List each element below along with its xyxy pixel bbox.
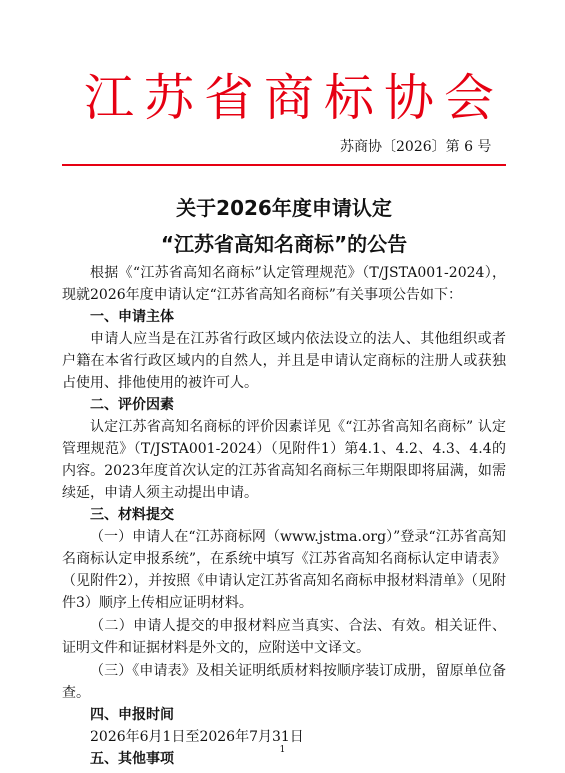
letterhead-title xyxy=(84,66,494,130)
letterhead-char: 省 xyxy=(204,69,254,127)
letterhead-char: 商 xyxy=(264,69,314,127)
letterhead-char: 标 xyxy=(324,69,374,127)
section-heading: 二、评价因素 xyxy=(90,397,174,413)
letterhead-char: 会 xyxy=(444,69,494,127)
intro-paragraph: 根据《“江苏省高知名商标”认定管理规范》（T/JSTA001-2024），现就2026年度申请认定“江苏省高知名商标”有关事项公告如下： xyxy=(62,265,506,303)
page-number: 1 xyxy=(279,745,286,755)
title-line-1: 关于2026年度申请认定 xyxy=(176,196,392,220)
document-number: 苏商协〔2026〕第 6 号 xyxy=(340,139,492,155)
document-body xyxy=(62,262,506,770)
section-paragraph: （三）《申请表》及相关证明纸质材料按顺序装订成册，留原单位备查。 xyxy=(62,663,506,701)
letterhead-char: 苏 xyxy=(144,69,194,127)
section-paragraph: 认定江苏省高知名商标的评价因素详见《“江苏省高知名商标” 认定管理规范》（T/JSTA001-2024）（见附件1）第4.1、4.2、4.3、4.4的内容。2023年度首次认定的江苏省高知名商标三年期限即将届满，如需续延，申请人须主动提出申请。 xyxy=(62,419,506,501)
red-divider-line xyxy=(62,164,506,166)
title-line-2: “江苏省高知名商标”的公告 xyxy=(160,232,408,256)
letterhead-char: 江 xyxy=(84,69,134,127)
section-paragraph: （二）申请人提交的申报材料应当真实、合法、有效。相关证件、证明文件和证据材料是外文的，应附送中文译文。 xyxy=(62,618,506,656)
section-heading: 一、申请主体 xyxy=(90,309,174,325)
section-paragraph: 2026年6月1日至2026年7月31日 xyxy=(90,729,304,745)
section-heading: 五、其他事项 xyxy=(90,751,174,767)
section-heading: 三、材料提交 xyxy=(90,507,174,523)
section-paragraph: 申请人应当是在江苏省行政区域内依法设立的法人、其他组织或者户籍在本省行政区域内的自然人，并且是申请认定商标的注册人或获独占使用、排他使用的被许可人。 xyxy=(62,331,506,391)
section-heading: 四、申报时间 xyxy=(90,707,174,723)
section-paragraph: （一）申请人在“江苏商标网（www.jstma.org）”登录“江苏省高知名商标认定申报系统”，在系统中填写《江苏省高知名商标认定申请表》（见附件2），并按照《申请认定江苏省高知名商标申报材料清单》（见附件3）顺序上传相应证明材料。 xyxy=(62,529,506,611)
letterhead-char: 协 xyxy=(384,69,434,127)
